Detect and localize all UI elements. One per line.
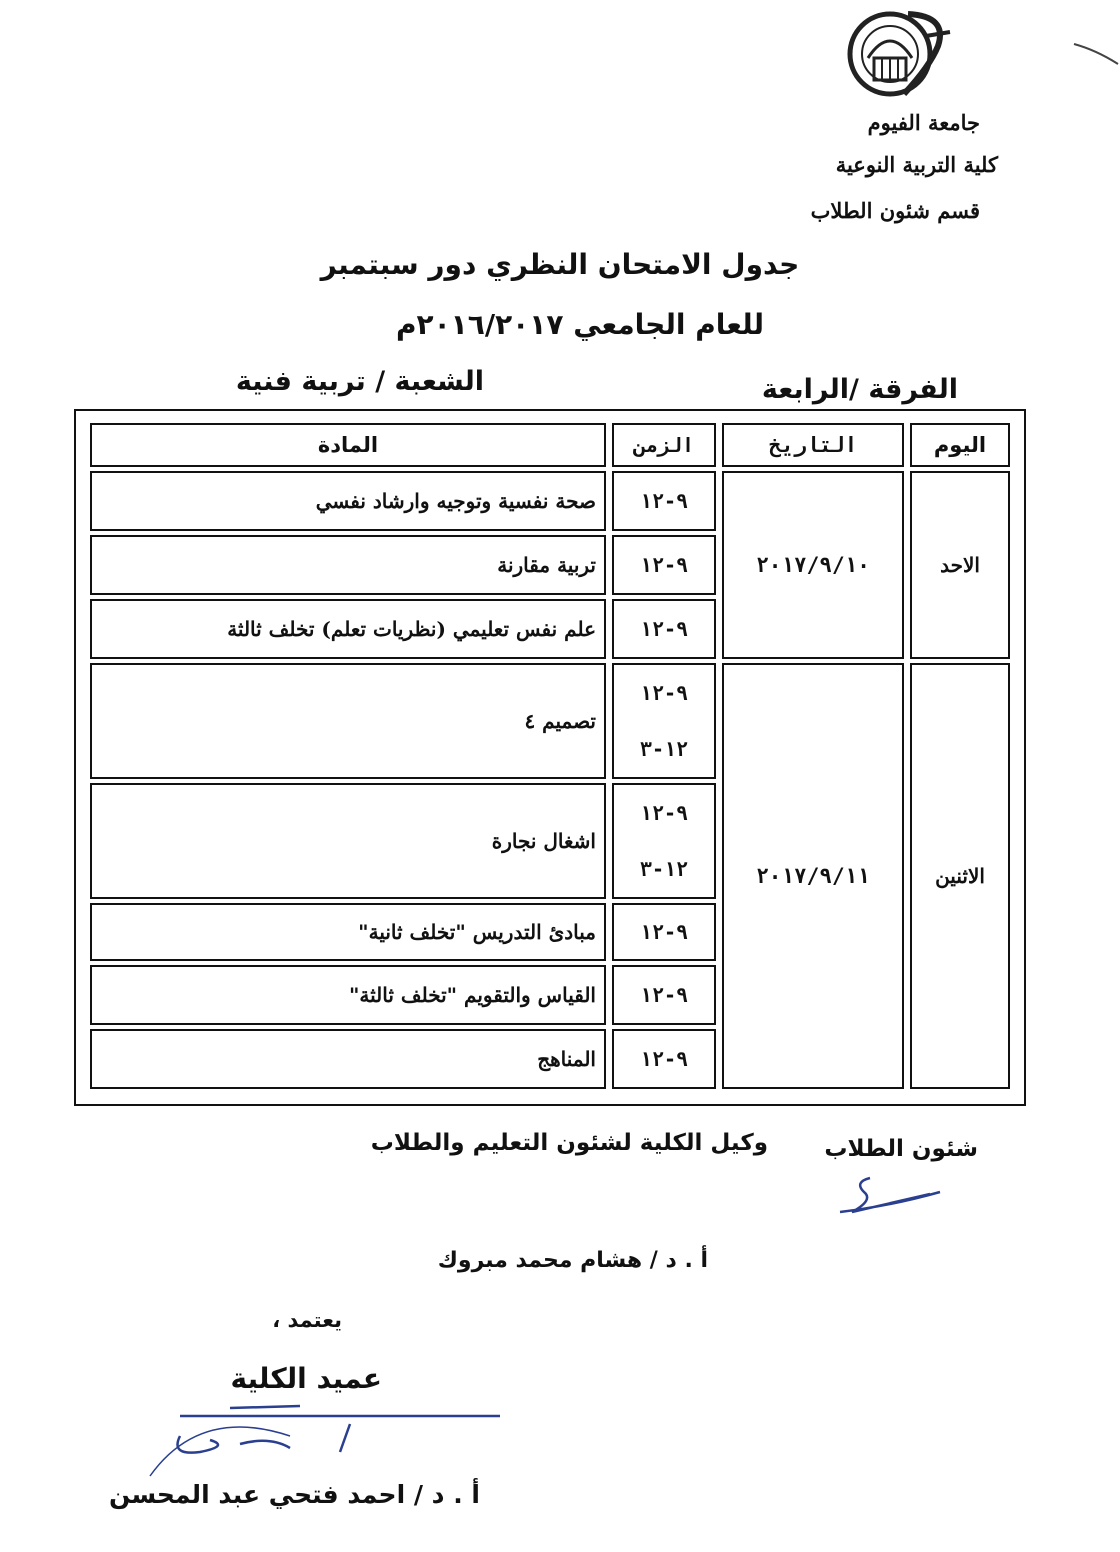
- table-header-row: [90, 423, 1010, 467]
- university-logo-icon: [838, 6, 958, 100]
- division-label: الشعبة / تربية فنية: [235, 366, 484, 397]
- time-cell: [612, 783, 716, 899]
- dean-name: أ . د / احمد فتحي عبد المحسن: [108, 1480, 480, 1509]
- day-cell: الاثنين: [910, 663, 1010, 1089]
- header-day: اليوم: [910, 423, 1010, 467]
- approval-label: يعتمد ،: [272, 1308, 342, 1332]
- department-name: قسم شئون الطلاب: [810, 198, 980, 223]
- time-cell: ٩-١٢: [612, 903, 716, 961]
- student-affairs-signature-icon: [830, 1172, 950, 1222]
- time-slot-1: ٩-١٢: [639, 801, 689, 825]
- dean-signature-icon: [140, 1396, 520, 1486]
- time-cell: ٩-١٢: [612, 599, 716, 659]
- schedule-table: [84, 419, 1016, 1093]
- time-cell: ٩-١٢: [612, 1029, 716, 1089]
- subject-cell: تصميم ٤: [90, 663, 606, 779]
- time-slot-2: ١٢-٣: [639, 857, 689, 881]
- header-subject: المادة: [90, 423, 606, 467]
- pen-mark-icon: [1072, 40, 1120, 70]
- date-cell: ٢٠١٧/٩/١٠: [722, 471, 904, 659]
- time-cell: [612, 663, 716, 779]
- subject-cell: صحة نفسية وتوجيه وارشاد نفسي: [90, 471, 606, 531]
- subject-cell: القياس والتقويم "تخلف ثالثة": [90, 965, 606, 1025]
- header-date: التاريخ: [722, 423, 904, 467]
- date-cell: ٢٠١٧/٩/١١: [722, 663, 904, 1089]
- page-title: جدول الامتحان النظري دور سبتمبر: [320, 248, 800, 281]
- university-name: جامعة الفيوم: [867, 110, 980, 135]
- vice-dean-name: أ . د / هشام محمد مبروك: [437, 1248, 708, 1273]
- day-cell: الاحد: [910, 471, 1010, 659]
- subject-cell: اشغال نجارة: [90, 783, 606, 899]
- time-cell: ٩-١٢: [612, 965, 716, 1025]
- table-row: [90, 663, 1010, 779]
- time-slot-2: ١٢-٣: [639, 737, 689, 761]
- faculty-name: كلية التربية النوعية: [835, 152, 998, 177]
- time-cell: ٩-١٢: [612, 471, 716, 531]
- schedule-table-frame: [74, 409, 1026, 1106]
- academic-year: للعام الجامعي ٢٠١٦/٢٠١٧م: [395, 308, 765, 341]
- subject-cell: تربية مقارنة: [90, 535, 606, 595]
- grade-label: الفرقة /الرابعة: [761, 374, 958, 405]
- vice-dean-label: وكيل الكلية لشئون التعليم والطلاب: [370, 1130, 768, 1156]
- subject-cell: المناهج: [90, 1029, 606, 1089]
- dean-label: عميد الكلية: [230, 1362, 382, 1395]
- header-time: الزمن: [612, 423, 716, 467]
- time-slot-1: ٩-١٢: [639, 681, 689, 705]
- table-row: [90, 471, 1010, 531]
- subject-cell: علم نفس تعليمي (نظريات تعلم) تخلف ثالثة: [90, 599, 606, 659]
- subject-cell: مبادئ التدريس "تخلف ثانية": [90, 903, 606, 961]
- time-cell: ٩-١٢: [612, 535, 716, 595]
- student-affairs-label: شئون الطلاب: [824, 1136, 978, 1162]
